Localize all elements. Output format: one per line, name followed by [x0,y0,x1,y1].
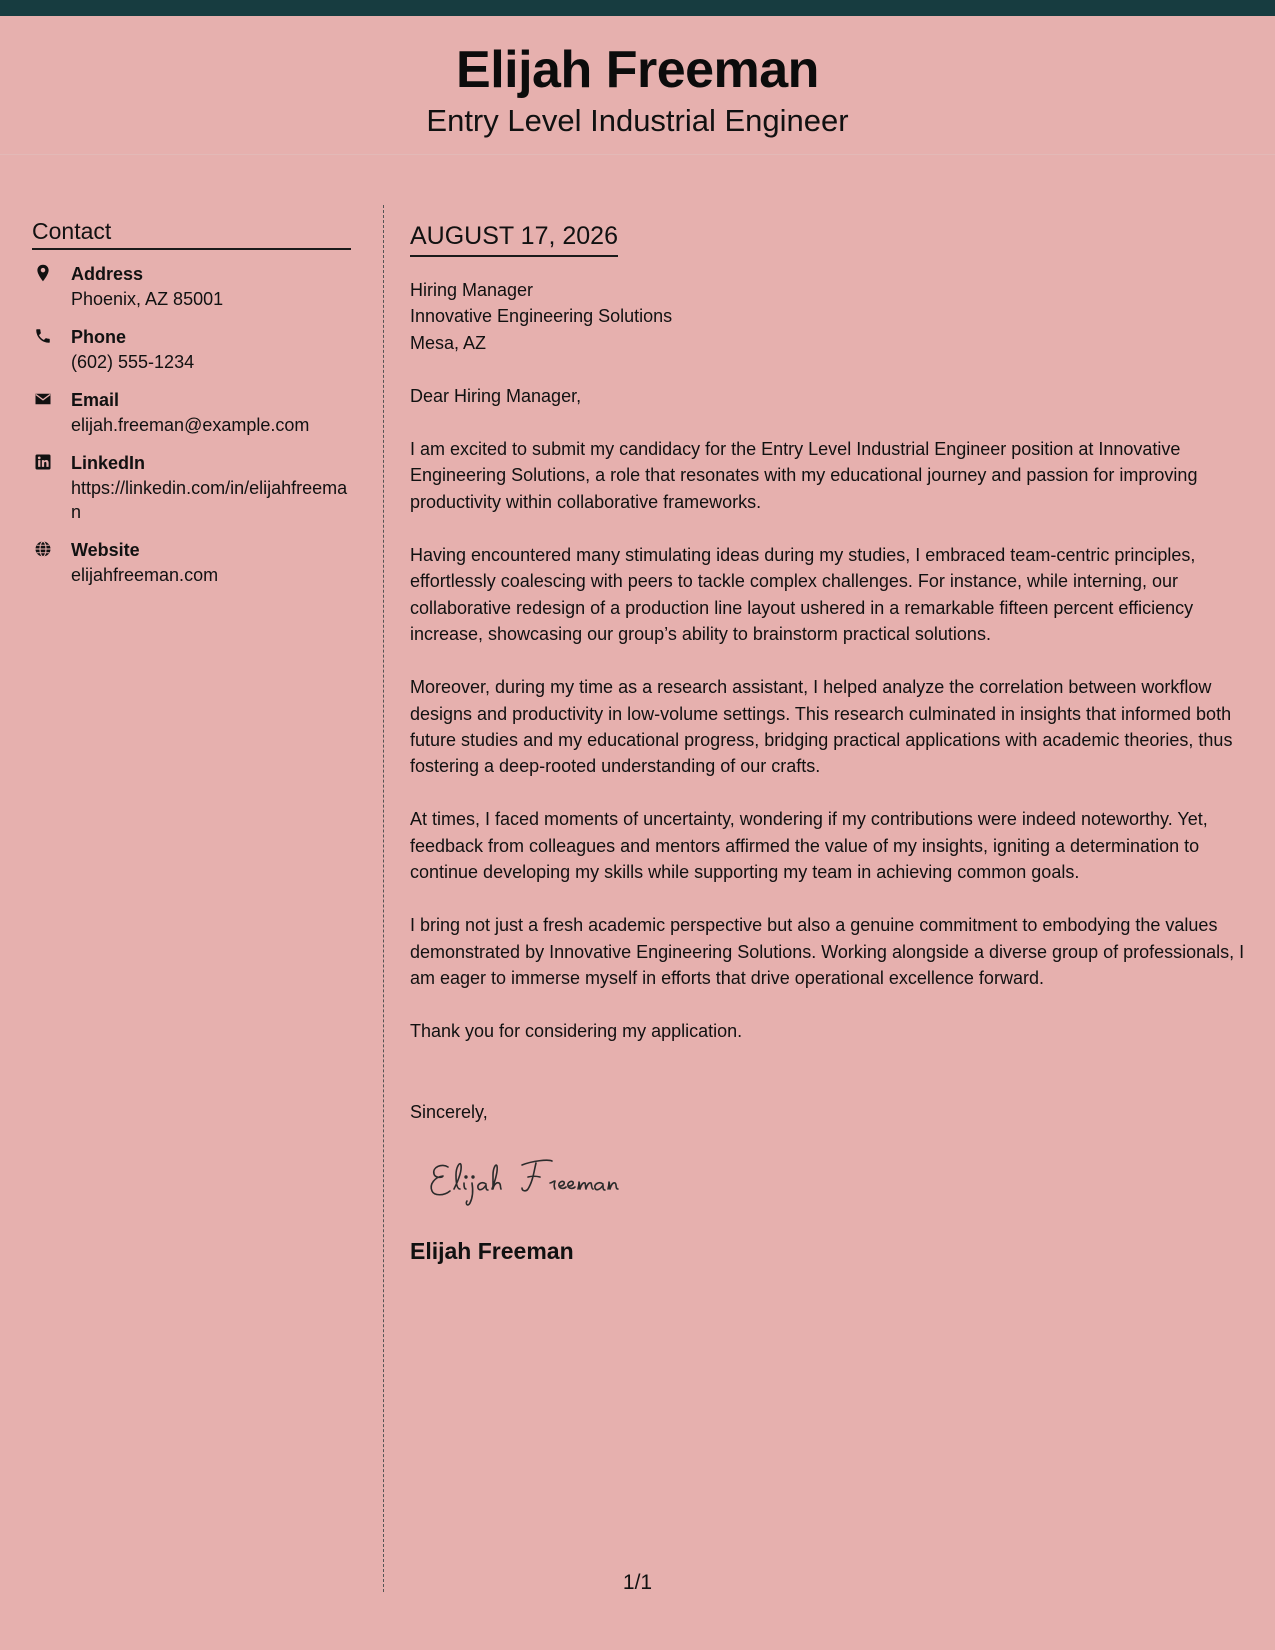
recipient-block [410,277,1245,356]
letter-date: AUGUST 17, 2026 [410,221,618,257]
phone-icon [34,327,52,345]
header [0,16,1275,155]
recipient-line: Hiring Manager [410,280,534,300]
signer-name: Elijah Freeman [410,1238,574,1265]
contact-value[interactable]: elijah.freeman@example.com [71,414,310,435]
applicant-name: Elijah Freeman [456,41,819,99]
letter-paragraph: I am excited to submit my candidacy for the Entry Level Industrial Engineer position at Innovative Engineering Solutions, a role that resonates with my educational journey and passion for improving productivity within collaborative frameworks. [410,439,1198,512]
letter-body [410,221,1245,1266]
recipient-line: Mesa, AZ [410,332,487,353]
contact-item-address [32,262,351,311]
column-divider [383,205,384,1592]
contact-sidebar [32,218,351,587]
map-pin-icon [34,264,52,282]
contact-label: Website [71,539,140,560]
recipient-line: Innovative Engineering Solutions [410,306,673,327]
contact-value[interactable]: elijahfreeman.com [71,564,219,585]
contact-heading: Contact [32,218,351,250]
contact-label: Phone [71,326,127,347]
letter-paragraph: Having encountered many stimulating ideas during my studies, I embraced team-centric principles, effortlessly coalescing with peers to tackle complex challenges. For instance, while interning, our collaborative redesign of a production line layout ushered in a remarkable fifteen percent efficiency increase, showcasing our group’s ability to brainstorm practical solutions. [410,545,1196,644]
envelope-icon [34,390,52,408]
contact-value[interactable]: (602) 555-1234 [71,351,195,372]
top-accent-bar [0,0,1275,16]
contact-label: Address [71,263,144,284]
contact-item-phone [32,325,351,374]
contact-item-linkedin [32,451,351,524]
letter-paragraph: Thank you for considering my application. [410,1021,743,1042]
contact-label: LinkedIn [71,452,146,473]
letter-paragraph: Moreover, during my time as a research assistant, I helped analyze the correlation between workflow designs and productivity in low-volume settings. This research culminated in insights that informed both future studies and my educational progress, bridging practical applications with academic theories, thus fostering a deep-rooted understanding of our crafts. [410,677,1233,777]
letter-paragraph: I bring not just a fresh academic perspective but also a genuine commitment to embodying the values demonstrated by Innovative Engineering Solutions. Working alongside a diverse group of professionals, I am eager to immerse myself in efforts that drive operational excellence forward. [410,915,1245,988]
contact-label: Email [71,389,120,410]
letter-paragraph: At times, I faced moments of uncertainty, wondering if my contributions were indeed noteworthy. Yet, feedback from colleagues and mentors affirmed the value of my insights, igniting a determination to continue developing my skills while supporting my team in achieving common goals. [410,809,1208,883]
contact-value: Phoenix, AZ 85001 [71,288,224,309]
salutation: Dear Hiring Manager, [410,385,582,406]
contact-value[interactable]: https://linkedin.com/in/elijahfreeman [71,477,348,522]
page-number: 1/1 [622,1571,653,1594]
handwritten-signature [426,1153,666,1213]
linkedin-icon [34,453,52,471]
contact-item-email [32,388,351,437]
contact-list [32,262,351,587]
closing: Sincerely, [410,1101,488,1122]
job-title: Entry Level Industrial Engineer [426,103,849,138]
contact-item-website [32,538,351,587]
globe-icon [34,540,52,558]
